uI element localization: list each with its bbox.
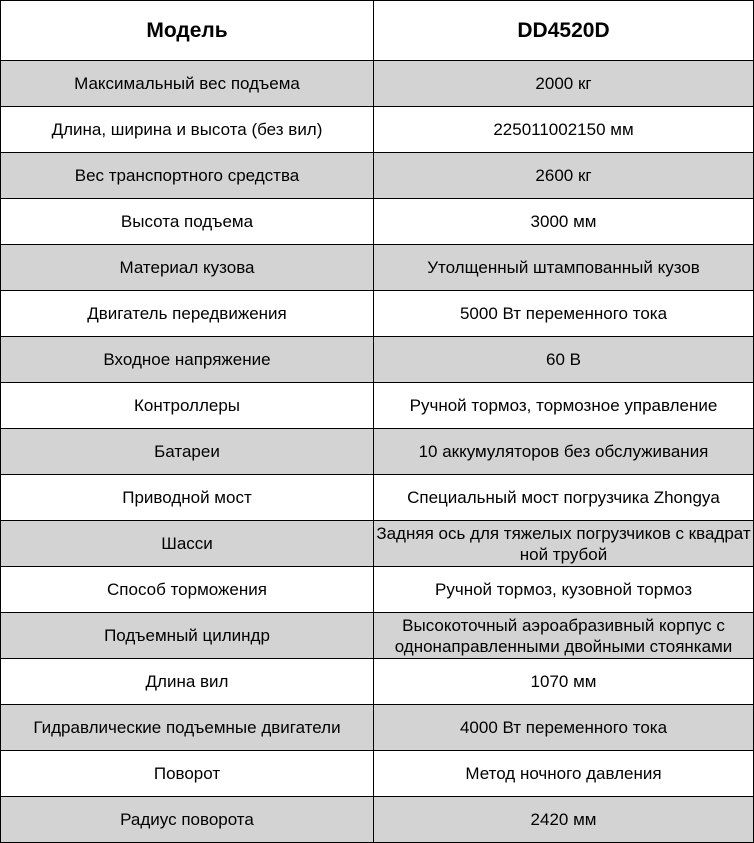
table-row bbox=[1, 705, 754, 751]
table-row bbox=[1, 613, 754, 659]
table-row bbox=[1, 337, 754, 383]
header-model-label: Модель bbox=[1, 1, 374, 61]
row-label: Контроллеры bbox=[1, 383, 374, 429]
row-value: Задняя ось для тяжелых погрузчиков с квадратной трубой bbox=[374, 521, 754, 567]
table-row bbox=[1, 797, 754, 843]
row-value: 4000 Вт переменного тока bbox=[374, 705, 754, 751]
table-row bbox=[1, 61, 754, 107]
row-label: Входное напряжение bbox=[1, 337, 374, 383]
row-label: Высота подъема bbox=[1, 199, 374, 245]
row-value: Ручной тормоз, тормозное управление bbox=[374, 383, 754, 429]
row-label: Двигатель передвижения bbox=[1, 291, 374, 337]
row-value: 1070 мм bbox=[374, 659, 754, 705]
row-label: Длина, ширина и высота (без вил) bbox=[1, 107, 374, 153]
row-label: Батареи bbox=[1, 429, 374, 475]
row-label: Способ торможения bbox=[1, 567, 374, 613]
table-header-row bbox=[1, 1, 754, 61]
table-row bbox=[1, 107, 754, 153]
table-row bbox=[1, 567, 754, 613]
table-row bbox=[1, 521, 754, 567]
row-label: Подъемный цилиндр bbox=[1, 613, 374, 659]
table-row bbox=[1, 153, 754, 199]
table-row bbox=[1, 291, 754, 337]
row-label: Вес транспортного средства bbox=[1, 153, 374, 199]
row-label: Гидравлические подъемные двигатели bbox=[1, 705, 374, 751]
row-value: 5000 Вт переменного тока bbox=[374, 291, 754, 337]
row-value: 10 аккумуляторов без обслуживания bbox=[374, 429, 754, 475]
header-model-value: DD4520D bbox=[374, 1, 754, 61]
row-value: 2420 мм bbox=[374, 797, 754, 843]
row-value: 60 В bbox=[374, 337, 754, 383]
table-row bbox=[1, 475, 754, 521]
row-value: 3000 мм bbox=[374, 199, 754, 245]
table-row bbox=[1, 429, 754, 475]
row-label: Шасси bbox=[1, 521, 374, 567]
row-value: 2000 кг bbox=[374, 61, 754, 107]
row-value: 2600 кг bbox=[374, 153, 754, 199]
table-row bbox=[1, 245, 754, 291]
row-label: Длина вил bbox=[1, 659, 374, 705]
table-row bbox=[1, 199, 754, 245]
table-row bbox=[1, 383, 754, 429]
row-label: Максимальный вес подъема bbox=[1, 61, 374, 107]
table-row bbox=[1, 751, 754, 797]
row-value: Специальный мост погрузчика Zhongya bbox=[374, 475, 754, 521]
row-value: Ручной тормоз, кузовной тормоз bbox=[374, 567, 754, 613]
row-label: Радиус поворота bbox=[1, 797, 374, 843]
row-label: Приводной мост bbox=[1, 475, 374, 521]
row-value: Высокоточный аэроабразивный корпус с однонаправленными двойными стоянками bbox=[374, 613, 754, 659]
row-label: Поворот bbox=[1, 751, 374, 797]
row-value: 225011002150 мм bbox=[374, 107, 754, 153]
row-label: Материал кузова bbox=[1, 245, 374, 291]
table-row bbox=[1, 659, 754, 705]
row-value: Утолщенный штампованный кузов bbox=[374, 245, 754, 291]
row-value: Метод ночного давления bbox=[374, 751, 754, 797]
